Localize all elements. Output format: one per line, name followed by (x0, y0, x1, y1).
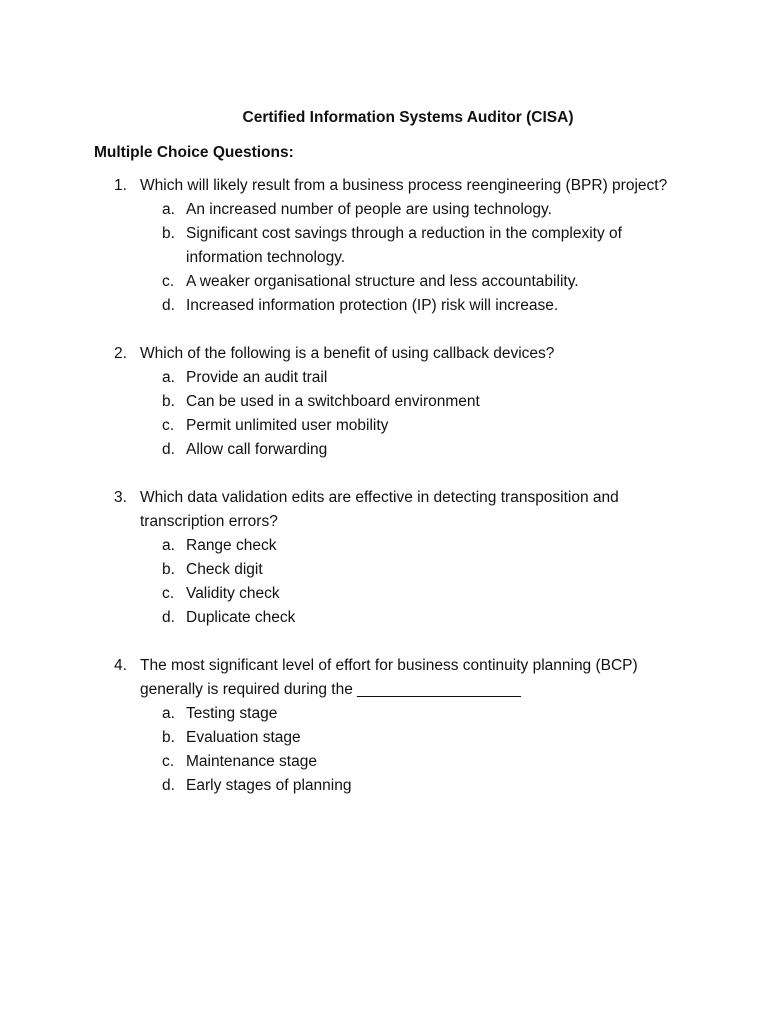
option-letter: c. (162, 417, 175, 434)
question-text: The most significant level of effort for business continuity planning (BCP) generally is required during the ___________________ (140, 657, 638, 698)
question-text: Which of the following is a benefit of using callback devices? (140, 345, 555, 362)
option-letter: c. (162, 273, 175, 290)
option-letter: d. (162, 441, 175, 458)
question-item (114, 174, 694, 318)
question-number: 2. (114, 345, 127, 362)
option-item (162, 774, 694, 798)
option-item (162, 534, 694, 558)
option-item (162, 606, 694, 630)
option-text: Duplicate check (186, 609, 296, 626)
option-item (162, 270, 694, 294)
question-list (114, 174, 694, 822)
option-letter: b. (162, 225, 175, 242)
option-letter: c. (162, 585, 175, 602)
option-text: Range check (186, 537, 277, 554)
option-item (162, 702, 694, 726)
option-item (162, 414, 694, 438)
option-text: Allow call forwarding (186, 441, 328, 458)
option-text: Maintenance stage (186, 753, 317, 770)
option-text: An increased number of people are using technology. (186, 201, 552, 218)
option-text: Evaluation stage (186, 729, 301, 746)
option-letter: b. (162, 729, 175, 746)
option-item (162, 366, 694, 390)
option-letter: d. (162, 609, 175, 626)
option-letter: b. (162, 393, 175, 410)
option-item (162, 558, 694, 582)
option-text: Can be used in a switchboard environment (186, 393, 480, 410)
option-text: Permit unlimited user mobility (186, 417, 389, 434)
option-item (162, 750, 694, 774)
option-item (162, 582, 694, 606)
option-letter: a. (162, 537, 175, 554)
option-text: Validity check (186, 585, 280, 602)
option-letter: d. (162, 777, 175, 794)
option-item (162, 294, 694, 318)
question-item (114, 654, 694, 798)
option-text: Early stages of planning (186, 777, 352, 794)
option-list (140, 534, 694, 630)
option-letter: a. (162, 705, 175, 722)
option-item (162, 198, 694, 222)
option-letter: b. (162, 561, 175, 578)
option-text: Provide an audit trail (186, 369, 328, 386)
option-text: Increased information protection (IP) risk will increase. (186, 297, 559, 314)
option-letter: c. (162, 753, 175, 770)
option-list (140, 702, 694, 798)
option-text: Testing stage (186, 705, 278, 722)
section-heading: Multiple Choice Questions: (94, 144, 294, 161)
question-number: 3. (114, 489, 127, 506)
question-item (114, 342, 694, 462)
question-text: Which data validation edits are effective in detecting transposition and transcription errors? (140, 489, 619, 530)
option-item (162, 390, 694, 414)
option-item (162, 438, 694, 462)
option-letter: d. (162, 297, 175, 314)
option-list (140, 198, 694, 318)
option-item (162, 726, 694, 750)
option-letter: a. (162, 369, 175, 386)
option-text: Significant cost savings through a reduction in the complexity of information technology. (186, 225, 622, 266)
option-item (162, 222, 694, 270)
option-text: A weaker organisational structure and less accountability. (186, 273, 579, 290)
document-title: Certified Information Systems Auditor (CISA) (242, 109, 574, 126)
option-letter: a. (162, 201, 175, 218)
option-list (140, 366, 694, 462)
question-number: 1. (114, 177, 127, 194)
option-text: Check digit (186, 561, 263, 578)
question-number: 4. (114, 657, 127, 674)
question-item (114, 486, 694, 630)
question-text: Which will likely result from a business process reengineering (BPR) project? (140, 177, 668, 194)
